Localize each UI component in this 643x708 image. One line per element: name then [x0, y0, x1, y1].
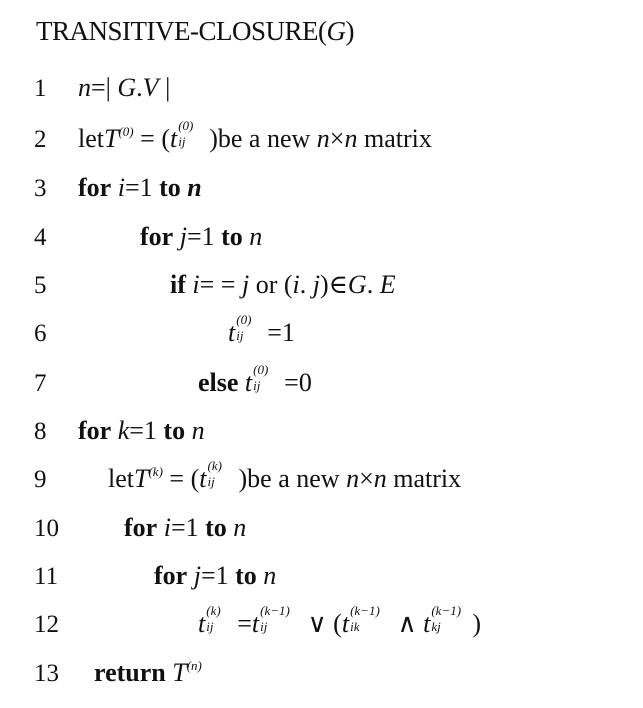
line-number: 2 — [34, 126, 47, 153]
line-number: 11 — [34, 563, 59, 590]
code-line-10: for i=1 to n — [124, 513, 247, 542]
code-line-2: letT$^{(0)}$ = (t (0) ij )be a new n×n matrix — [78, 118, 432, 153]
algorithm-title: TRANSITIVE-CLOSURE(G) — [36, 16, 354, 46]
line-number: 6 — [34, 320, 47, 347]
code-line-3: for i=1 to n — [78, 173, 202, 202]
code-line-9: letT$^{(k)}$ = (t (k) ij )be a new n×n matrix — [108, 458, 462, 493]
line-number: 5 — [34, 272, 47, 299]
procedure-arg: G — [326, 16, 346, 46]
code-line-4: for j=1 to n — [140, 222, 263, 251]
code-line-12: t (k) ij =t (k−1) ij ∨ (t (k−1) ik ∧ t (k−1) kj ) — [198, 603, 482, 638]
code-line-1: n=| G.V | — [78, 73, 171, 102]
line-number: 7 — [34, 370, 47, 397]
line-number: 12 — [34, 611, 59, 638]
line-number: 8 — [34, 418, 47, 445]
code-line-7: else t (0) ij =0 — [198, 362, 312, 397]
line-number: 1 — [34, 75, 47, 102]
line-number: 4 — [34, 224, 47, 251]
code-line-5: if i= = j or (i. j)∈G. E — [170, 270, 396, 299]
line-number: 3 — [34, 175, 47, 202]
code-line-6: t (0) ij =1 — [228, 312, 295, 347]
procedure-name: TRANSITIVE-CLOSURE — [36, 16, 318, 46]
code-line-13: return $T^{(n)}$ — [94, 658, 202, 687]
line-number: 13 — [34, 660, 59, 687]
line-number: 10 — [34, 515, 59, 542]
code-line-11: for j=1 to n — [154, 561, 277, 590]
code-line-8: for k=1 to n — [78, 416, 205, 445]
line-number: 9 — [34, 466, 47, 493]
